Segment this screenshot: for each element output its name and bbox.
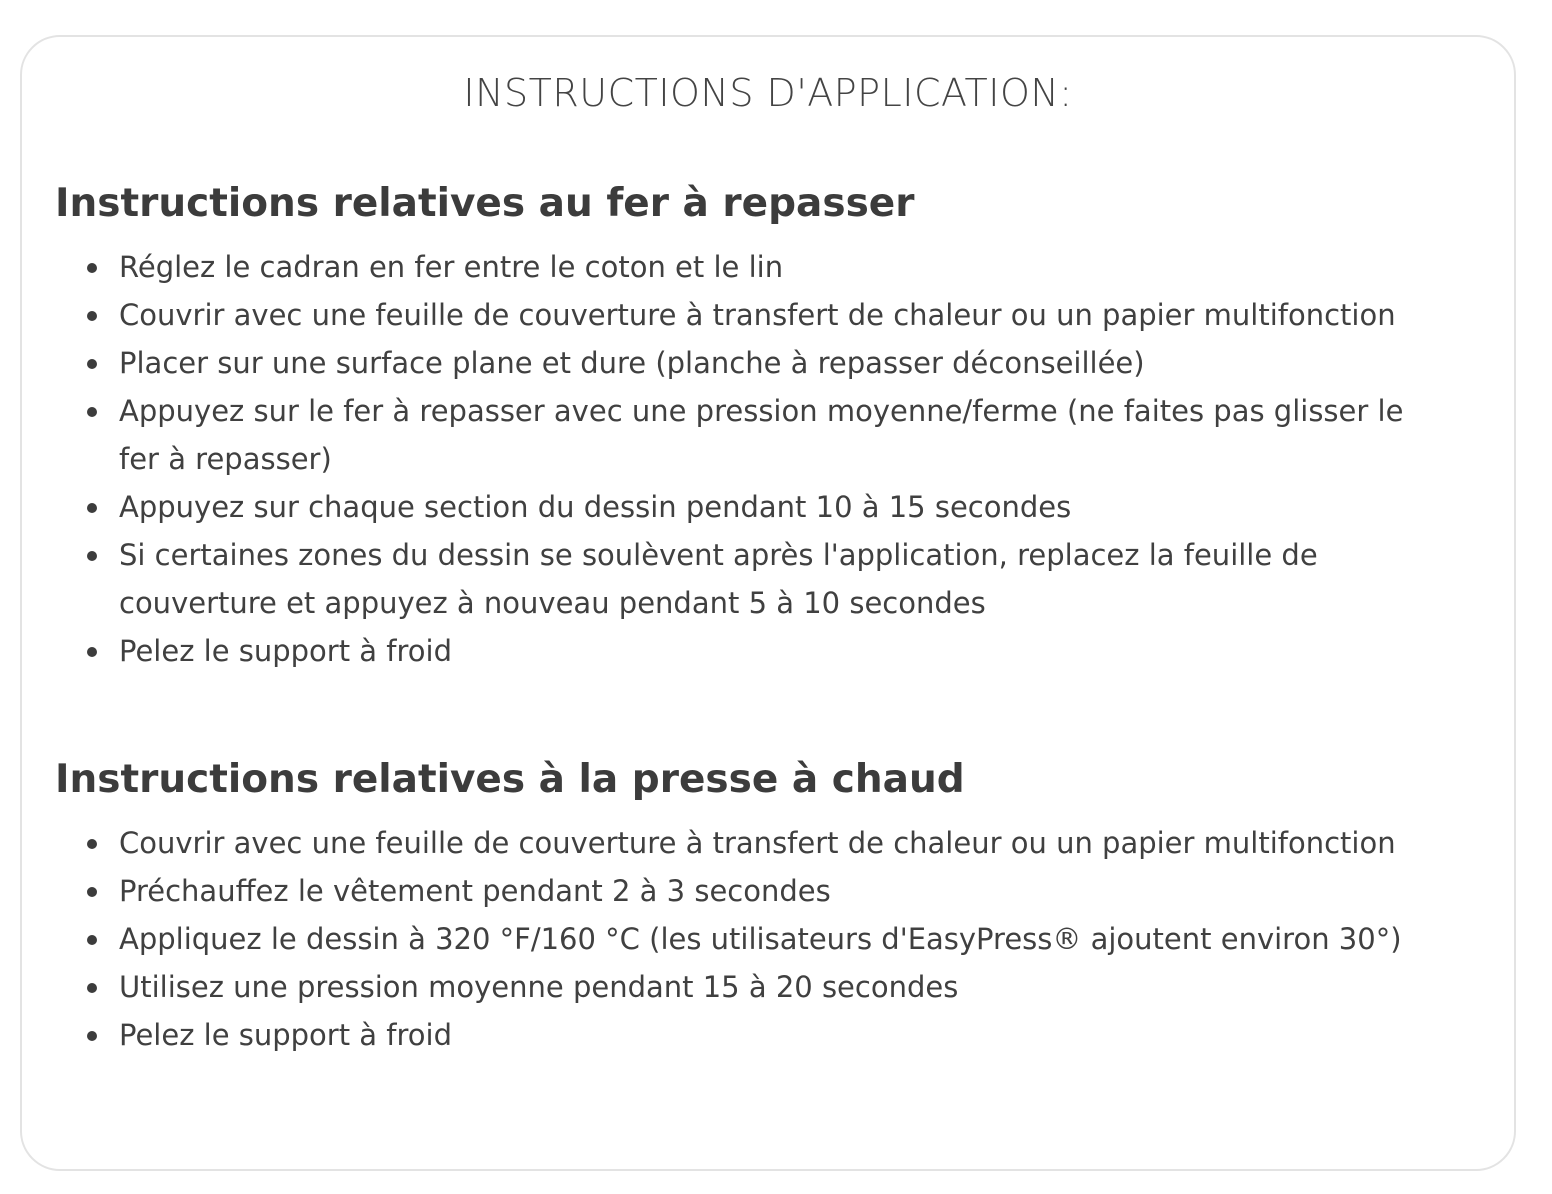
list-item <box>55 387 1435 483</box>
bullet-icon <box>87 311 97 321</box>
bullet-icon <box>87 263 97 273</box>
bullet-icon <box>87 359 97 369</box>
page-title: INSTRUCTIONS D'APPLICATION: <box>463 71 1073 115</box>
section-heat-press <box>55 755 1494 1059</box>
instruction-list <box>55 243 1494 675</box>
instructions-card <box>20 35 1516 1171</box>
bullet-icon <box>87 551 97 561</box>
bullet-icon <box>87 1031 97 1041</box>
list-item <box>55 339 1435 387</box>
list-item <box>55 819 1435 867</box>
list-item-text: Appuyez sur chaque section du dessin pendant 10 à 15 secondes <box>119 490 1072 524</box>
bullet-icon <box>87 983 97 993</box>
list-item <box>55 243 1435 291</box>
bullet-icon <box>87 503 97 513</box>
list-item-text: Pelez le support à froid <box>119 634 453 668</box>
instruction-list <box>55 819 1494 1059</box>
list-item-text: Si certaines zones du dessin se soulèvent après l'application, replacez la feuille de couverture et appuyez à nouveau pendant 5 à 10 secondes <box>119 538 1318 620</box>
list-item <box>55 627 1435 675</box>
bullet-icon <box>87 839 97 849</box>
section-heading: Instructions relatives à la presse à chaud <box>55 757 965 802</box>
bullet-icon <box>87 407 97 417</box>
list-item <box>55 963 1435 1011</box>
list-item-text: Utilisez une pression moyenne pendant 15 à 20 secondes <box>119 970 959 1004</box>
bullet-icon <box>87 935 97 945</box>
list-item-text: Placer sur une surface plane et dure (planche à repasser déconseillée) <box>119 346 1145 380</box>
list-item <box>55 483 1435 531</box>
list-item <box>55 291 1435 339</box>
section-iron <box>55 179 1494 675</box>
list-item-text: Pelez le support à froid <box>119 1018 453 1052</box>
list-item-text: Réglez le cadran en fer entre le coton et le lin <box>119 250 784 284</box>
list-item <box>55 867 1435 915</box>
list-item-text: Couvrir avec une feuille de couverture à transfert de chaleur ou un papier multifonction <box>119 826 1396 860</box>
list-item-text: Couvrir avec une feuille de couverture à transfert de chaleur ou un papier multifonction <box>119 298 1396 332</box>
list-item-text: Appuyez sur le fer à repasser avec une pression moyenne/ferme (ne faites pas glisser le fer à repasser) <box>119 394 1404 476</box>
list-item-text: Préchauffez le vêtement pendant 2 à 3 secondes <box>119 874 831 908</box>
list-item <box>55 531 1435 627</box>
bullet-icon <box>87 647 97 657</box>
section-heading: Instructions relatives au fer à repasser <box>55 181 915 226</box>
list-item <box>55 1011 1435 1059</box>
list-item <box>55 915 1435 963</box>
bullet-icon <box>87 887 97 897</box>
list-item-text: Appliquez le dessin à 320 °F/160 °C (les utilisateurs d'EasyPress® ajoutent environ 30°) <box>119 922 1402 956</box>
